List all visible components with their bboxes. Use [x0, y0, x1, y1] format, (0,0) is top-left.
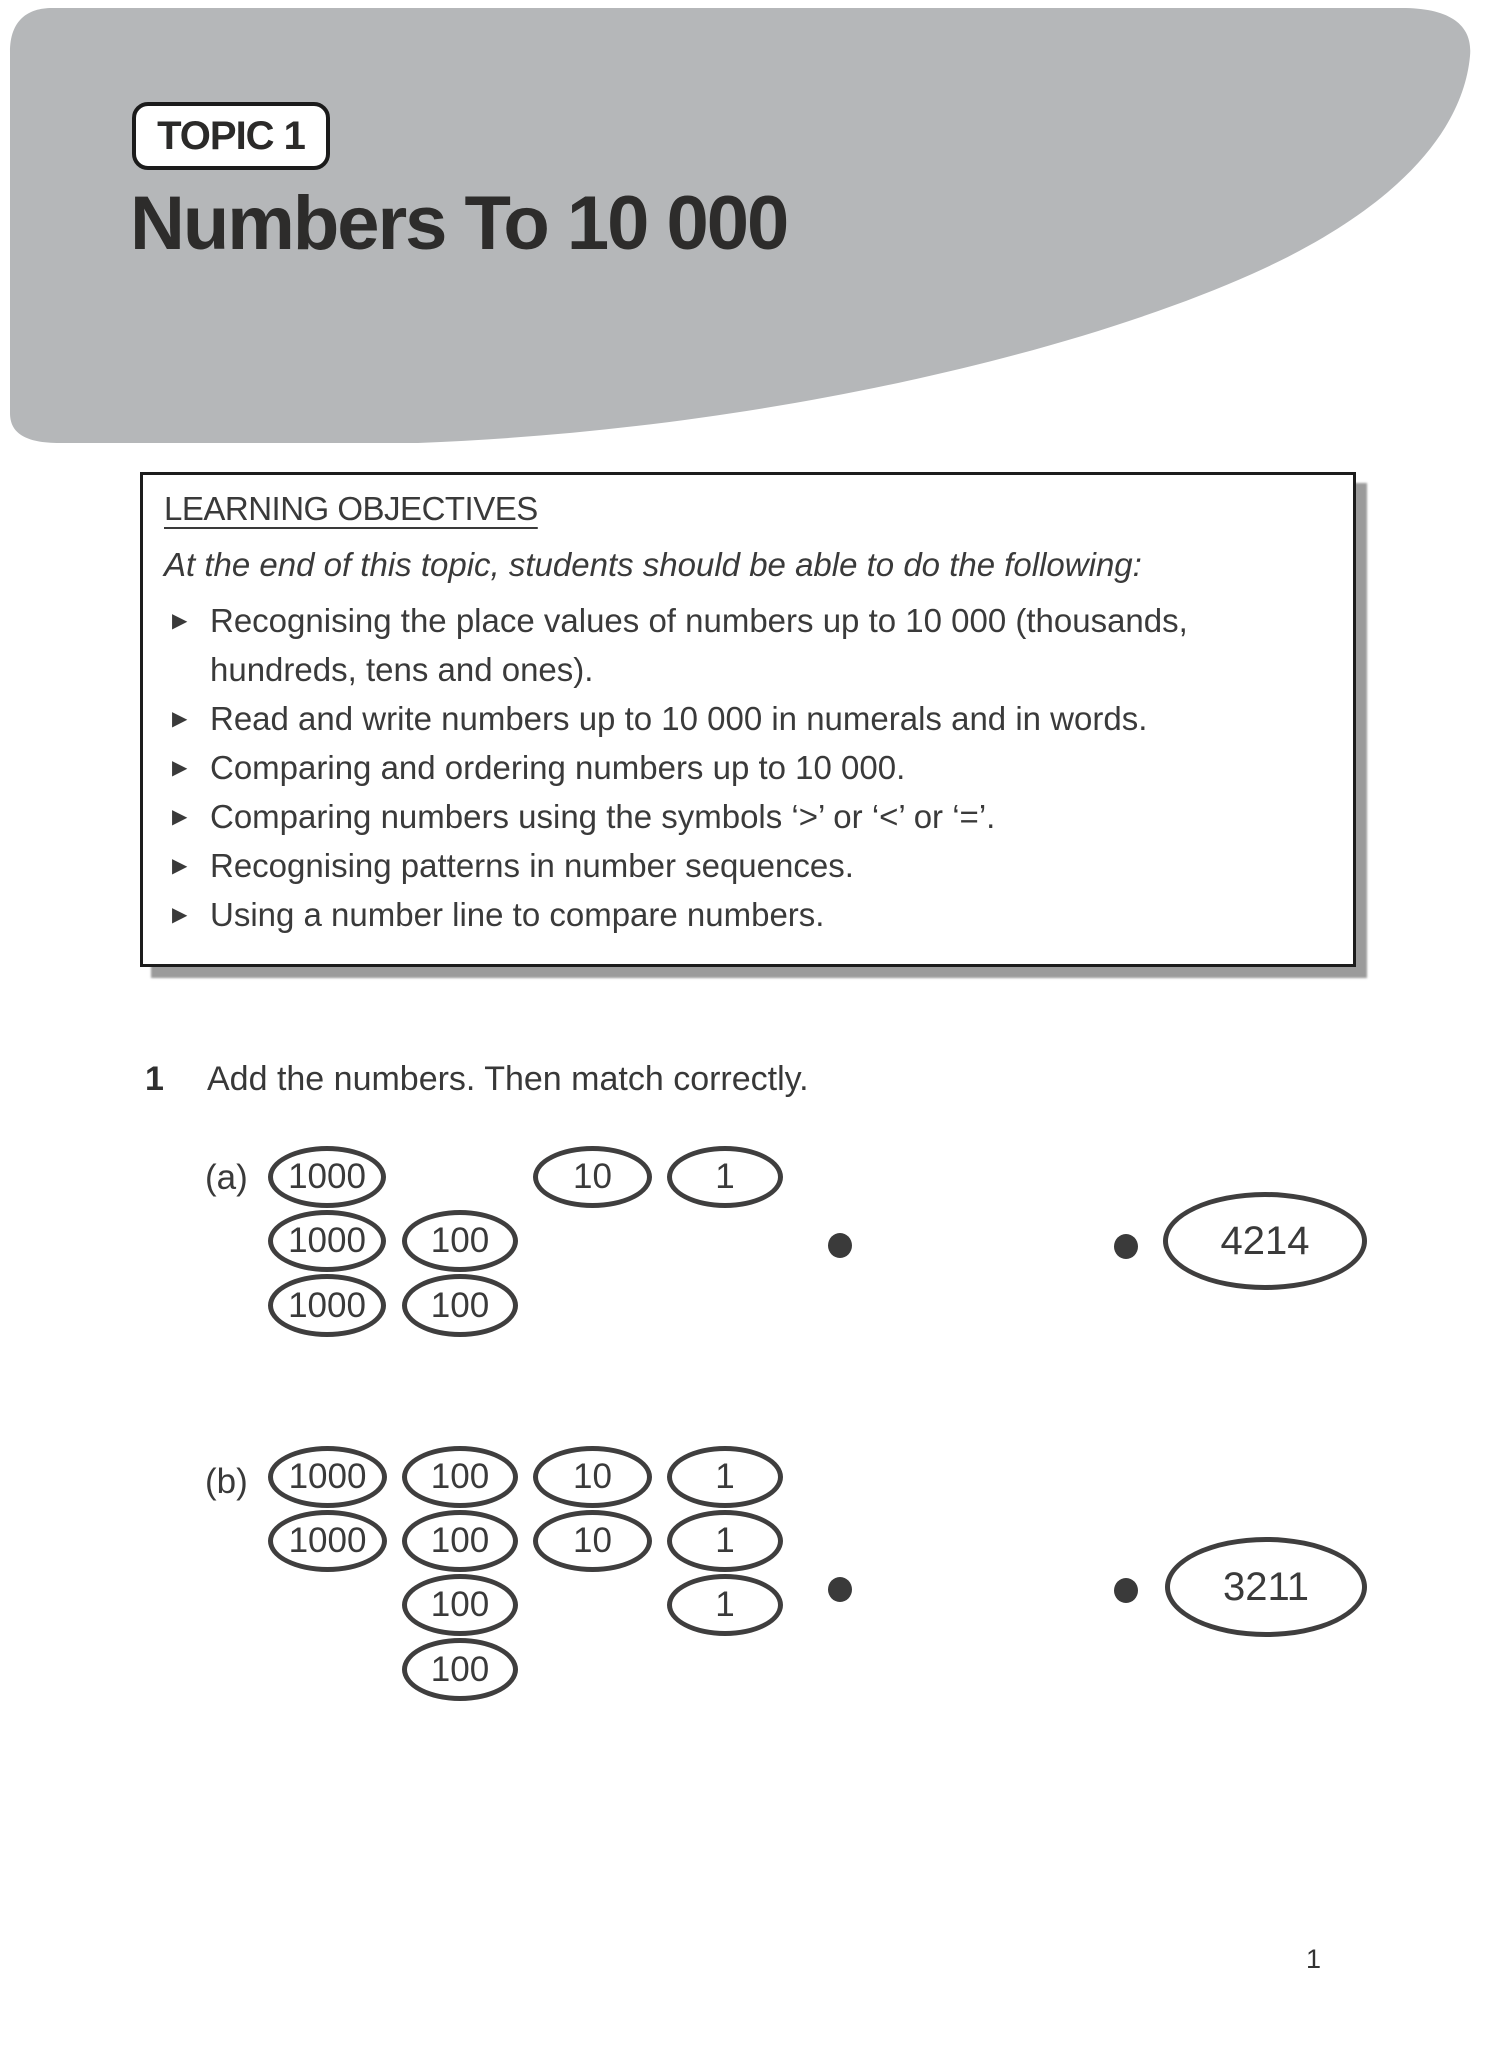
- value-oval: 1: [667, 1446, 783, 1508]
- value-oval: 1000: [268, 1510, 387, 1572]
- page-title: Numbers To 10 000: [130, 181, 788, 266]
- objective-item-text: Comparing numbers using the symbols ‘>’ or ‘<’ or ‘=’.: [210, 798, 996, 835]
- value-oval: 10: [533, 1146, 652, 1208]
- objective-item-text: Comparing and ordering numbers up to 10 000.: [210, 749, 906, 786]
- objective-item-text: Using a number line to compare numbers.: [210, 896, 825, 933]
- triangle-bullet-icon: ▶: [172, 806, 188, 828]
- page-number: 1: [1306, 1944, 1322, 1974]
- triangle-bullet-icon: ▶: [172, 708, 188, 730]
- value-oval: 100: [402, 1510, 518, 1572]
- value-oval: 100: [402, 1446, 518, 1508]
- objective-item-text: Recognising the place values of numbers up to 10 000 (thousands, hundreds, tens and ones).: [210, 602, 1188, 688]
- value-oval: 1: [667, 1510, 783, 1572]
- objective-item-text: Recognising patterns in number sequences.: [210, 847, 854, 884]
- match-dot-left: [828, 1233, 852, 1258]
- objective-item-text: Read and write numbers up to 10 000 in numerals and in words.: [210, 700, 1148, 737]
- triangle-bullet-icon: ▶: [172, 610, 188, 632]
- answer-oval: 4214: [1163, 1192, 1367, 1290]
- topic-badge-label: TOPIC 1: [157, 113, 305, 158]
- question-prompt: Add the numbers. Then match correctly.: [207, 1060, 809, 1098]
- value-oval: 100: [402, 1210, 518, 1272]
- question-number: 1: [145, 1060, 164, 1098]
- answer-oval: 3211: [1165, 1537, 1367, 1637]
- objectives-intro: At the end of this topic, students should be able to do the following:: [164, 546, 1142, 583]
- value-oval: 1000: [268, 1274, 386, 1337]
- part-label: (a): [205, 1158, 248, 1197]
- match-dot-right: [1114, 1578, 1138, 1603]
- value-oval: 10: [533, 1510, 652, 1572]
- value-oval: 1: [667, 1146, 783, 1208]
- part-label: (b): [205, 1462, 248, 1501]
- triangle-bullet-icon: ▶: [172, 904, 188, 926]
- triangle-bullet-icon: ▶: [172, 855, 188, 877]
- value-oval: 1000: [268, 1446, 387, 1508]
- objectives-heading: LEARNING OBJECTIVES: [164, 490, 538, 527]
- value-oval: 1000: [268, 1146, 386, 1208]
- match-dot-right: [1114, 1234, 1138, 1259]
- value-oval: 100: [402, 1638, 518, 1701]
- triangle-bullet-icon: ▶: [172, 757, 188, 779]
- value-oval: 10: [533, 1446, 652, 1508]
- value-oval: 1: [667, 1574, 783, 1636]
- value-oval: 100: [402, 1574, 518, 1636]
- match-dot-left: [828, 1577, 852, 1602]
- value-oval: 1000: [268, 1210, 386, 1272]
- value-oval: 100: [402, 1274, 518, 1337]
